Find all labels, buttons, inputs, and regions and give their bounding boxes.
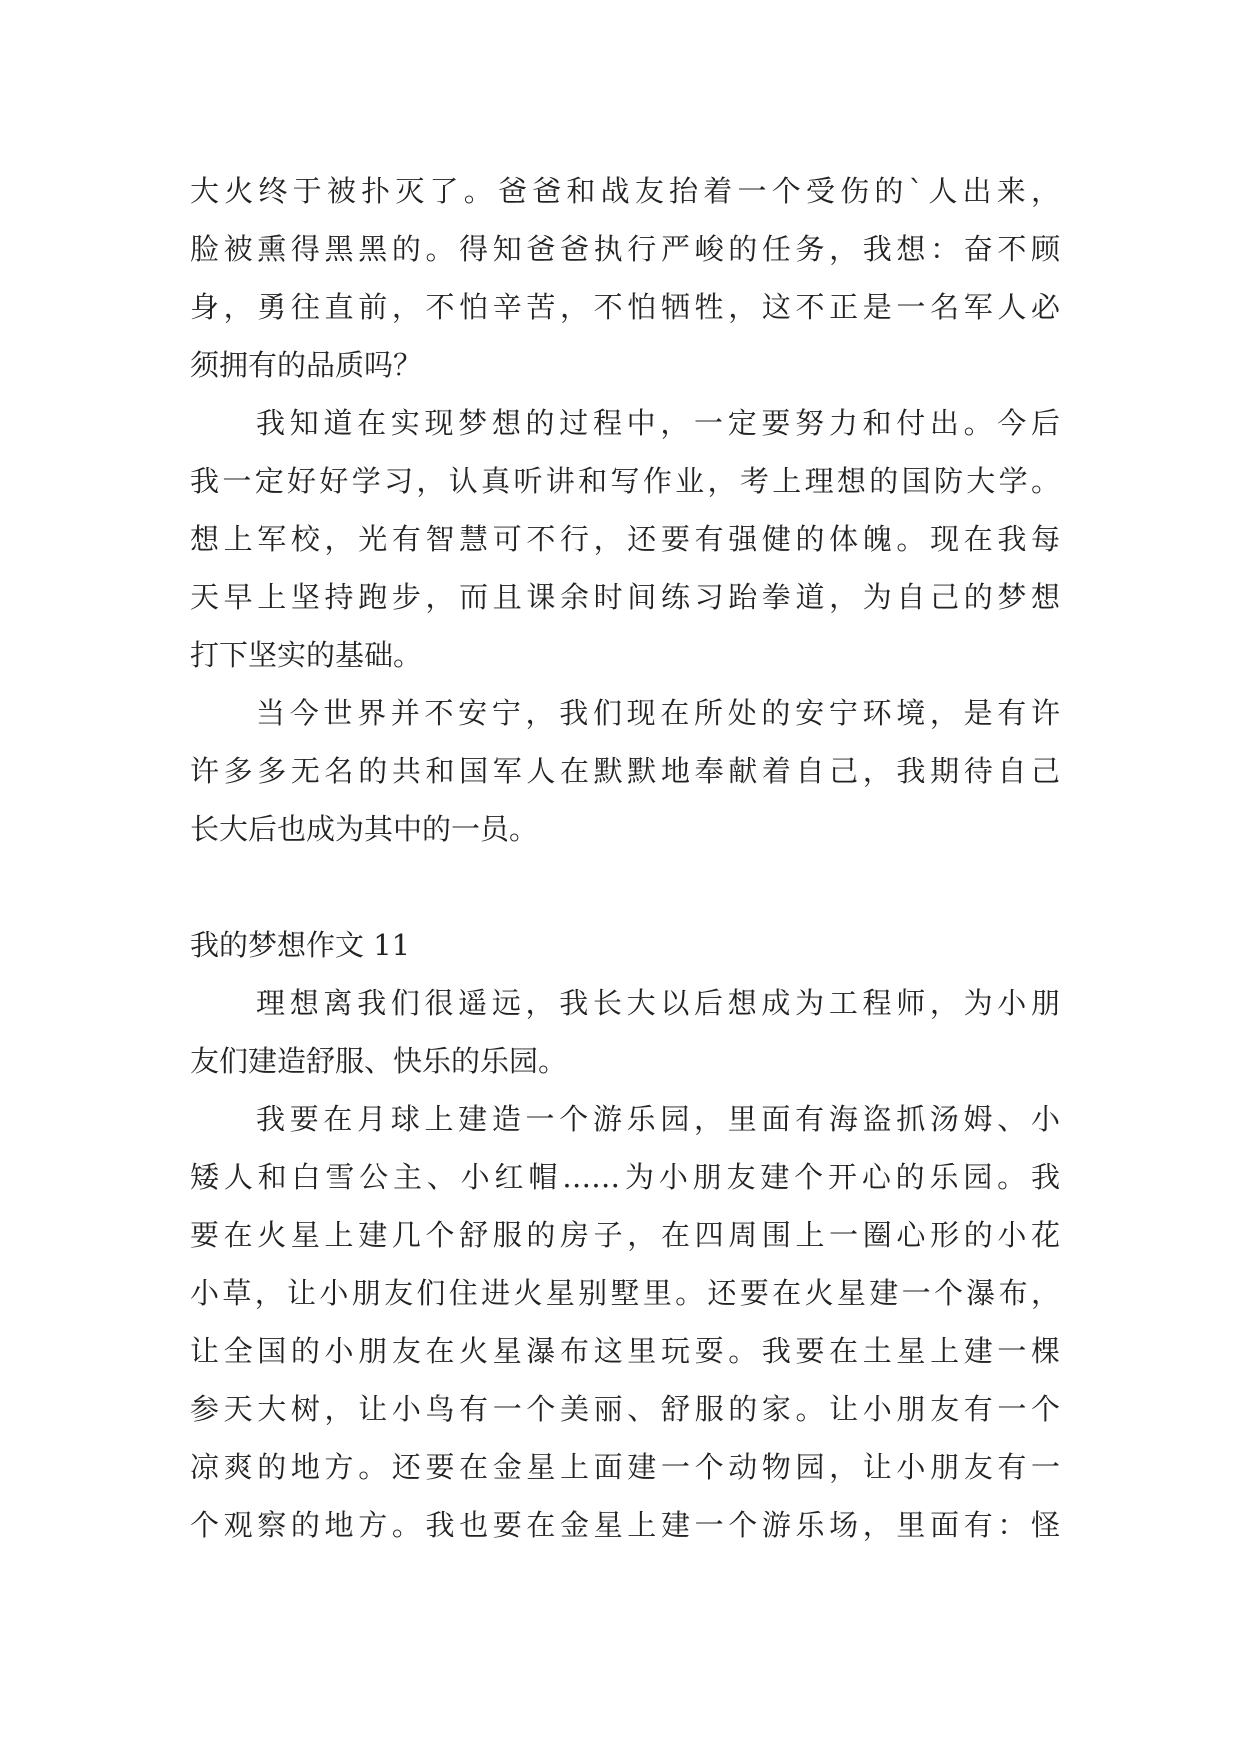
text-line: 长大后也成为其中的一员。 [190, 812, 539, 846]
text-line: 矮人和白雪公主、小红帽……为小朋友建个开心的乐园。我 [190, 1160, 1060, 1194]
text-line: 要在火星上建几个舒服的房子，在四周围上一圈心形的小花 [190, 1218, 1060, 1252]
text-line: 想上军校，光有智慧可不行，还要有强健的体魄。现在我每 [190, 522, 1060, 556]
text-line: 许多多无名的共和国军人在默默地奉献着自己，我期待自己 [190, 754, 1060, 788]
text-line: 小草，让小朋友们住进火星别墅里。还要在火星建一个瀑布， [190, 1276, 1060, 1310]
text-line: 理想离我们很遥远，我长大以后想成为工程师，为小朋 [256, 986, 1060, 1020]
text-line: 我要在月球上建造一个游乐园，里面有海盗抓汤姆、小 [256, 1102, 1060, 1136]
text-line: 我知道在实现梦想的过程中，一定要努力和付出。今后 [256, 406, 1060, 440]
text-line: 参天大树，让小鸟有一个美丽、舒服的家。让小朋友有一个 [190, 1392, 1060, 1426]
text-line: 大火终于被扑灭了。爸爸和战友抬着一个受伤的`人出来， [190, 174, 1060, 208]
section-heading: 我的梦想作文 11 [190, 928, 411, 962]
text-line: 身，勇往直前，不怕辛苦，不怕牺牲，这不正是一名军人必 [190, 290, 1060, 324]
text-line: 个观察的地方。我也要在金星上建一个游乐场，里面有：怪 [190, 1508, 1060, 1542]
text-line: 打下坚实的基础。 [190, 638, 423, 672]
text-line: 让全国的小朋友在火星瀑布这里玩耍。我要在土星上建一棵 [190, 1334, 1060, 1368]
text-line: 友们建造舒服、快乐的乐园。 [190, 1044, 568, 1078]
text-line: 当今世界并不安宁，我们现在所处的安宁环境，是有许 [256, 696, 1060, 730]
text-line: 凉爽的地方。还要在金星上面建一个动物园，让小朋友有一 [190, 1450, 1060, 1484]
text-line: 须拥有的品质吗？ [190, 348, 423, 382]
text-line: 我一定好好学习，认真听讲和写作业，考上理想的国防大学。 [190, 464, 1060, 498]
text-line: 脸被熏得黑黑的。得知爸爸执行严峻的任务，我想：奋不顾 [190, 232, 1060, 266]
text-line: 天早上坚持跑步，而且课余时间练习跆拳道，为自己的梦想 [190, 580, 1060, 614]
